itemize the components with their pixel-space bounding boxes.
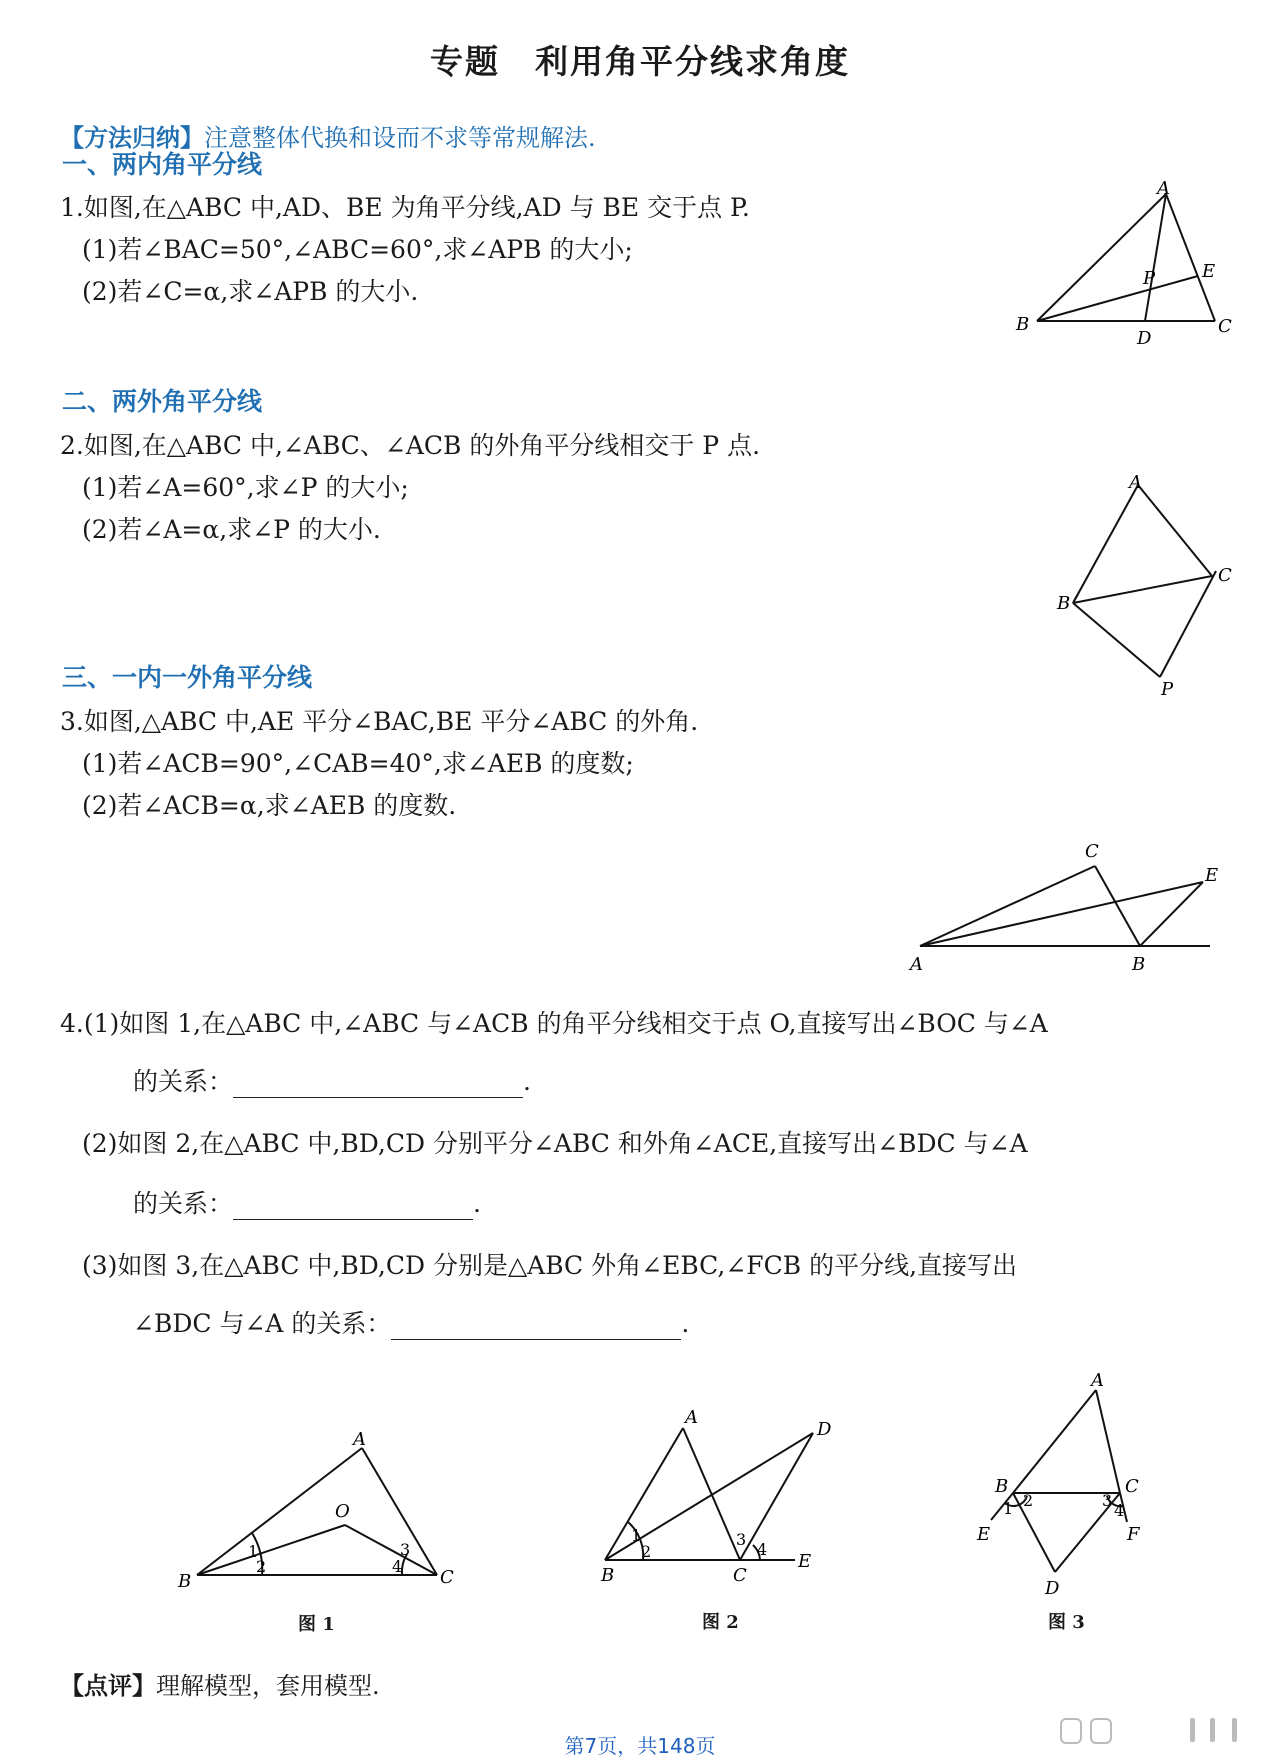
question-3-stem: 3.如图,△ABC 中,AE 平分∠BAC,BE 平分∠ABC 的外角.	[60, 707, 699, 736]
q4-2-period: .	[473, 1189, 481, 1218]
fig2-angle-4: 4	[757, 1540, 768, 1559]
method-tag: 【方法归纳】	[60, 123, 204, 152]
question-4-part-1: 4.(1)如图 1,在△ABC 中,∠ABC 与∠ACB 的角平分线相交于点 O,直接写出∠BOC 与∠A	[60, 1009, 1048, 1038]
figure-3	[965, 1360, 1165, 1600]
fig-q3-label-e: E	[1205, 865, 1219, 886]
fig3-label-e: E	[977, 1524, 991, 1545]
section-heading-3: 三、一内一外角平分线	[62, 663, 313, 692]
fig-q1-label-d: D	[1137, 328, 1152, 349]
fig-q2-label-p: P	[1161, 679, 1174, 700]
figure-1-caption: 图 1	[298, 1614, 335, 1635]
fig-q2-label-b: B	[1057, 593, 1071, 614]
fig2-angle-3: 3	[736, 1530, 747, 1549]
question-3-part-2: (2)若∠ACB=α,求∠AEB 的度数.	[82, 791, 457, 820]
question-2-stem: 2.如图,在△ABC 中,∠ABC、∠ACB 的外角平分线相交于 P 点.	[60, 431, 761, 460]
page-indicator: 第7页，共148页	[564, 1734, 716, 1758]
comment-tag: 【点评】	[60, 1671, 156, 1700]
fig-q1-label-b: B	[1016, 314, 1030, 335]
fig2-label-d: D	[817, 1419, 832, 1440]
fig-q3-label-c: C	[1085, 841, 1099, 862]
fig2-label-e: E	[798, 1551, 812, 1572]
q4-1-prompt: 的关系：	[133, 1067, 234, 1096]
fig-q1-label-e: E	[1202, 261, 1216, 282]
q4-3-period: .	[681, 1309, 690, 1338]
answer-blank-1[interactable]	[233, 1067, 523, 1098]
fig3-angle-4: 4	[1114, 1501, 1125, 1520]
page-title: 专题 利用角平分线求角度	[430, 42, 850, 81]
figure-1	[170, 1415, 470, 1595]
fig1-angle-4: 4	[392, 1557, 403, 1576]
question-2-part-2: (2)若∠A=α,求∠P 的大小.	[82, 515, 381, 544]
fig1-label-c: C	[440, 1567, 454, 1588]
question-1-stem: 1.如图,在△ABC 中,AD、BE 为角平分线,AD 与 BE 交于点 P.	[60, 193, 750, 222]
question-3-part-1: (1)若∠ACB=90°,∠CAB=40°,求∠AEB 的度数;	[82, 749, 634, 778]
comment	[60, 1666, 380, 1701]
fig3-label-f: F	[1127, 1524, 1140, 1545]
method-text: 注意整体代换和设而不求等常规解法.	[204, 124, 596, 152]
comment-text: 理解模型，套用模型.	[156, 1672, 380, 1700]
fig1-angle-1: 1	[248, 1542, 259, 1561]
fig3-label-d: D	[1045, 1578, 1060, 1599]
answer-blank-3[interactable]	[391, 1309, 681, 1340]
fig3-angle-3: 3	[1102, 1491, 1113, 1510]
fig-q1-label-c: C	[1218, 316, 1232, 337]
question-2-part-1: (1)若∠A=60°,求∠P 的大小;	[82, 473, 409, 502]
fig2-angle-1: 1	[631, 1526, 642, 1545]
q4-1-period: .	[523, 1067, 531, 1096]
fig-q2-label-a: A	[1129, 472, 1142, 493]
figure-q1	[1000, 180, 1250, 380]
fig1-label-o: O	[335, 1501, 350, 1522]
question-1-part-1: (1)若∠BAC=50°,∠ABC=60°,求∠APB 的大小;	[82, 235, 633, 264]
figure-q3	[900, 825, 1240, 985]
fig-q1-label-p: P	[1143, 268, 1156, 289]
fig2-label-a: A	[685, 1407, 698, 1428]
fig-q3-label-a: A	[910, 954, 923, 975]
question-4-part-1-relation	[133, 1062, 531, 1098]
fig-q1-label-a: A	[1157, 180, 1170, 199]
section-heading-2: 二、两外角平分线	[62, 387, 263, 416]
fig1-label-a: A	[353, 1429, 366, 1450]
fig1-label-b: B	[178, 1571, 192, 1592]
q4-3-prompt: ∠BDC 与∠A 的关系：	[133, 1309, 392, 1338]
question-4-part-2: (2)如图 2,在△ABC 中,BD,CD 分别平分∠ABC 和外角∠ACE,直接写出∠BDC 与∠A	[82, 1129, 1028, 1158]
section-heading-1: 一、两内角平分线	[62, 150, 263, 179]
fig3-label-c: C	[1125, 1476, 1139, 1497]
figure-2	[585, 1395, 845, 1595]
question-4-part-3: (3)如图 3,在△ABC 中,BD,CD 分别是△ABC 外角∠EBC,∠FCB 的平分线,直接写出	[82, 1251, 1018, 1280]
answer-blank-2[interactable]	[233, 1189, 473, 1220]
fig2-label-c: C	[733, 1565, 747, 1586]
fig2-label-b: B	[601, 1565, 615, 1586]
figure-2-caption: 图 2	[702, 1612, 739, 1633]
fig1-angle-2: 2	[256, 1557, 267, 1576]
fig3-angle-2: 2	[1023, 1491, 1034, 1510]
fig3-angle-1: 1	[1003, 1499, 1014, 1518]
fig-q2-label-c: C	[1218, 565, 1232, 586]
question-4-part-3-relation	[133, 1304, 689, 1340]
q4-2-prompt: 的关系：	[133, 1189, 234, 1218]
figure-q2	[1040, 470, 1240, 700]
question-4-part-2-relation	[133, 1184, 481, 1220]
fig1-angle-3: 3	[400, 1540, 411, 1559]
fig-q3-label-b: B	[1132, 954, 1146, 975]
fig2-angle-2: 2	[641, 1542, 652, 1561]
question-1-part-2: (2)若∠C=α,求∠APB 的大小.	[82, 277, 419, 306]
figure-3-caption: 图 3	[1048, 1612, 1085, 1633]
fig3-label-a: A	[1091, 1370, 1104, 1391]
fig3-label-b: B	[995, 1476, 1009, 1497]
